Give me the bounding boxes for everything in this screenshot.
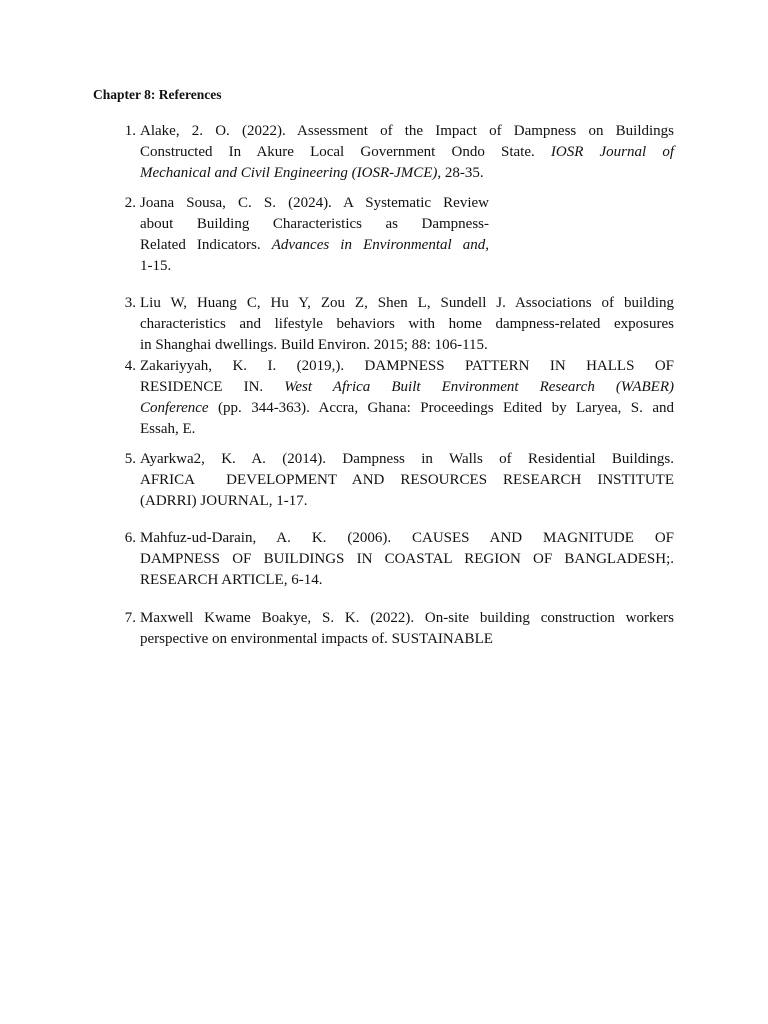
reference-item — [124, 449, 674, 512]
reference-line: RESEARCH ARTICLE, 6-14. — [140, 572, 323, 588]
reference-line: Conference (pp. 344-363). Accra, Ghana: Proceedings Edited by Laryea, S. and — [140, 400, 674, 416]
reference-line: Alake, 2. O. (2022). Assessment of the Impact of Dampness on Buildings — [140, 123, 674, 139]
reference-number: 3. — [124, 295, 136, 311]
reference-item — [124, 356, 675, 440]
reference-number: 5. — [124, 451, 136, 467]
reference-line: Related Indicators. Advances in Environmental and, — [140, 237, 489, 253]
reference-line: Liu W, Huang C, Hu Y, Zou Z, Shen L, Sundell J. Associations of building — [140, 295, 674, 311]
reference-line: Ayarkwa2, K. A. (2014). Dampness in Walls of Residential Buildings. — [140, 451, 674, 467]
reference-line: Zakariyyah, K. I. (2019,). DAMPNESS PATTERN IN HALLS OF — [140, 358, 674, 374]
reference-item — [124, 608, 674, 650]
reference-line: RESIDENCE IN. West Africa Built Environment Research (WABER) — [140, 379, 675, 395]
reference-line: (ADRRI) JOURNAL, 1-17. — [140, 493, 308, 509]
reference-line: 1-15. — [140, 258, 172, 274]
reference-number: 7. — [124, 610, 136, 626]
reference-item — [124, 121, 674, 184]
chapter-heading: Chapter 8: References — [93, 87, 222, 102]
reference-number: 1. — [124, 123, 136, 139]
reference-number: 6. — [124, 530, 136, 546]
reference-line: about Building Characteristics as Dampness- — [140, 216, 489, 232]
reference-item — [124, 293, 674, 356]
reference-line: characteristics and lifestyle behaviors with home dampness-related exposures — [140, 316, 674, 332]
reference-line: Constructed In Akure Local Government Ondo State. IOSR Journal of — [140, 144, 674, 160]
reference-item — [124, 528, 674, 591]
reference-line: AFRICA DEVELOPMENT AND RESOURCES RESEARCH INSTITUTE — [140, 472, 674, 488]
reference-line: Maxwell Kwame Boakye, S. K. (2022). On-site building construction workers — [140, 610, 674, 626]
reference-number: 4. — [124, 358, 136, 374]
reference-line: Mechanical and Civil Engineering (IOSR-JMCE), 28-35. — [140, 165, 484, 181]
reference-line: Essah, E. — [140, 421, 196, 437]
reference-item — [124, 193, 489, 277]
reference-line: perspective on environmental impacts of. SUSTAINABLE — [140, 631, 493, 647]
reference-number: 2. — [124, 195, 136, 211]
reference-line: Mahfuz-ud-Darain, A. K. (2006). CAUSES AND MAGNITUDE OF — [140, 530, 674, 546]
reference-line: Joana Sousa, C. S. (2024). A Systematic Review — [140, 195, 489, 211]
reference-line: in Shanghai dwellings. Build Environ. 2015; 88: 106-115. — [140, 337, 488, 353]
reference-line: DAMPNESS OF BUILDINGS IN COASTAL REGION OF BANGLADESH;. — [140, 551, 674, 567]
